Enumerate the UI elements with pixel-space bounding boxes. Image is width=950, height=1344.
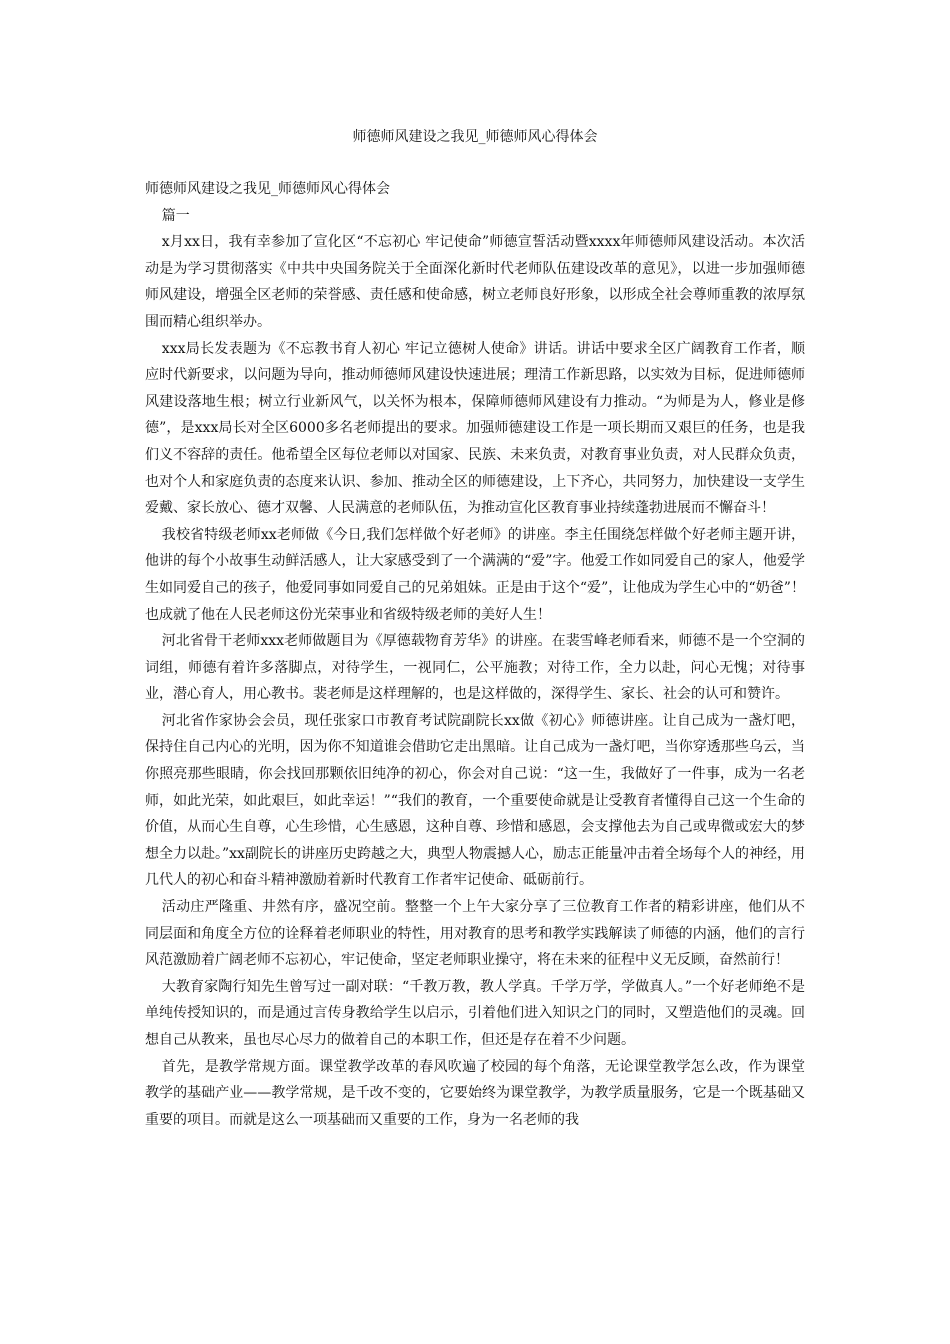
page-title: 师德师风建设之我见_师德师风心得体会 bbox=[352, 129, 598, 145]
paragraph: 大教育家陶行知先生曾写过一副对联：“千教万教，教人学真。千学万学，学做真人。”一个好老师绝不是单纯传授知识的，而是通过言传身教给学生以启示，引着他们进入知识之门的同时，又塑造他们的灵魂。回想自己从教来，虽也尽心尽力的做着自己的本职工作，但还是存在着不少问题。 bbox=[145, 978, 805, 1048]
document-subtitle: 师德师风建设之我见_师德师风心得体会 bbox=[145, 181, 390, 197]
paragraph: x月xx日，我有幸参加了宣化区“不忘初心 牢记使命”师德宣誓活动暨xxxx年师德师风建设活动。本次活动是为学习贯彻落实《中共中央国务院关于全面深化新时代老师队伍建设改革的意见》，以进一步加强师德师风建设，增强全区老师的荣誉感、责任感和使命感，树立老师良好形象，以形成全社会尊师重教的浓厚氛围而精心组织举办。 bbox=[145, 234, 805, 330]
paragraph: 我校省特级老师xx老师做《今日,我们怎样做个好老师》的讲座。李主任围绕怎样做个好老师主题开讲，他讲的每个小故事生动鲜活感人，让大家感受到了一个满满的“爱”字。他爱工作如同爱自己的家人，他爱学生如同爱自己的孩子，他爱同事如同爱自己的兄弟姐妹。正是由于这个“爱”，让他成为学生心中的“奶爸”！也成就了他在人民老师这份光荣事业和省级特级老师的美好人生！ bbox=[145, 526, 805, 623]
section-label: 篇一 bbox=[161, 207, 190, 224]
paragraph: 河北省作家协会会员，现任张家口市教育考试院副院长xx做《初心》师德讲座。让自己成为一盏灯吧，保持住自己内心的光明，因为你不知道谁会借助它走出黑暗。让自己成为一盏灯吧，当你穿透那些乌云，当你照亮那些眼睛，你会找回那颗依旧纯净的初心，你会对自己说：“这一生，我做好了一件事，成为一名老师，如此光荣，如此艰巨，如此幸运！”“我们的教育，一个重要使命就是让受教育者懂得自己这一个生命的价值，从而心生自尊，心生珍惜，心生感恩，这种自尊、珍惜和感恩，会支撑他去为自己或卑微或宏大的梦想全力以赴。”xx副院长的讲座历史跨越之大，典型人物震撼人心，励志正能量冲击着全场每个人的神经，用几代人的初心和奋斗精神激励着新时代教育工作者牢记使命、砥砺前行。 bbox=[145, 712, 805, 889]
paragraph: 活动庄严隆重、井然有序，盛况空前。整整一个上午大家分享了三位教育工作者的精彩讲座，他们从不同层面和角度全方位的诠释着老师职业的特性，用对教育的思考和教学实践解读了师德的内涵，他们的言行风范激励着广阔老师不忘初心，牢记使命，坚定老师职业操守，将在未来的征程中义无反顾，奋然前行！ bbox=[145, 899, 805, 969]
paragraph: xxx局长发表题为《不忘教书育人初心 牢记立德树人使命》讲话。讲话中要求全区广阔教育工作者，顺应时代新要求，以问题为导向，推动师德师风建设快速进展；理清工作新思路，以实效为目标，促进师德师风建设落地生根；树立行业新风气，以关怀为根本，保障师德师风建设有力推动。“为师是为人，修业是修德”，是xxx局长对全区6000多名老师提出的要求。加强师德建设工作是一项长期而又艰巨的任务，也是我们义不容辞的责任。他希望全区每位老师以对国家、民族、未来负责，对教育事业负责，对人民群众负责，也对个人和家庭负责的态度来认识、参加、推动全区的师德建设，上下齐心，共同努力，加快建设一支学生爱戴、家长放心、德才双馨、人民满意的老师队伍，为推动宣化区教育事业持续蓬勃进展而不懈奋斗！ bbox=[145, 340, 805, 517]
paragraph: 河北省骨干老师xxx老师做题目为《厚德载物育芳华》的讲座。在裴雪峰老师看来，师德不是一个空洞的词组，师德有着许多落脚点，对待学生，一视同仁，公平施教；对待工作，全力以赴，问心无愧；对待事业，潜心育人，用心教书。裴老师是这样理解的，也是这样做的，深得学生、家长、社会的认可和赞许。 bbox=[145, 633, 805, 703]
document-body bbox=[145, 176, 805, 1133]
paragraph: 首先，是教学常规方面。课堂教学改革的春风吹遍了校园的每个角落，无论课堂教学怎么改，作为课堂教学的基础产业——教学常规，是千改不变的，它要始终为课堂教学，为教学质量服务，它是一个既基础又重要的项目。而就是这么一项基础而又重要的工作，身为一名老师的我 bbox=[145, 1058, 805, 1128]
